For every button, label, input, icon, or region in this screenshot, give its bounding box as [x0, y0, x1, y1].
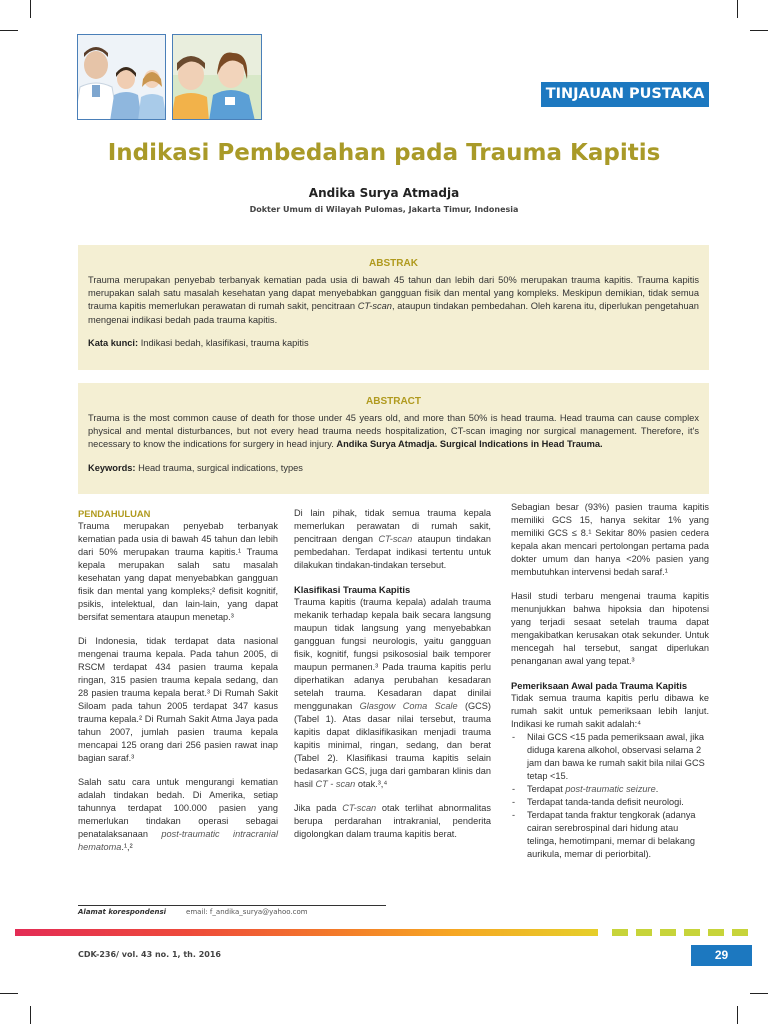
crop-mark — [737, 0, 738, 18]
decorative-color-bar — [15, 929, 598, 936]
paragraph: Sebagian besar (93%) pasien trauma kapitis memiliki GCS 15, hanya sekitar 1% yang memiliki GCS ≤ 8.¹ Sekitar 80% pasien cedera kepala akan mencari pertolongan pertama pada dokter umum dan hanya <20% pasien yang membutuhkan intervensi bedah saraf.¹ — [511, 502, 709, 577]
column-3 — [511, 501, 709, 860]
correspondence-note: Alamat korespondensi email: f_andika_surya@yahoo.com — [78, 908, 308, 916]
header-photo-nurse-child — [172, 34, 262, 120]
section-heading-pendahuluan: PENDAHULUAN — [78, 508, 151, 519]
author-affiliation: Dokter Umum di Wilayah Pulomas, Jakarta Timur, Indonesia — [249, 205, 519, 214]
column-2 — [294, 507, 491, 852]
abstract-text: Trauma is the most common cause of death for those under 45 years old, and more than 50% is head trauma. Head trauma can cause complex physical and mental disturbances, but not every head trauma needs hospitalization, CT-scan imaging nor surgical management. Therefore, it's necessary to know the indications for surgery in head injury. Andika Surya Atmadja. Surgical Indications in Head Trauma. — [88, 412, 699, 450]
abstrak-box — [78, 245, 709, 370]
paragraph: Trauma kapitis (trauma kepala) adalah trauma mekanik terhadap kepala baik secara langsung maupun tidak langsung yang menyebabkan gangguan fungsi neurologis, yaitu gangguan fisik, kognitif, fungsi psikososial baik temporer maupun permanen.³ Pada trauma kapitis perlu diperhatikan adanya perubahan kesadaran setelah trauma. Kesadaran dapat dinilai menggunakan Glasgow Coma Scale (GCS) (Tabel 1). Atas dasar nilai tersebut, trauma kapitis dapat diklasifikasikan menjadi trauma kapitis minimal, ringan, sedang, dan berat (Tabel 2). Klasifikasi trauma kapitis selain bedasarkan GCS, juga dari gambaran klinis dan hasil CT - scan otak.³,⁴ — [294, 597, 491, 789]
abstrak-heading: ABSTRAK — [369, 258, 418, 269]
page-number: 29 — [691, 945, 752, 966]
footnote-rule — [78, 905, 386, 906]
section-heading-pemeriksaan: Pemeriksaan Awal pada Trauma Kapitis — [511, 679, 688, 691]
author-name: Andika Surya Atmadja — [308, 186, 460, 200]
column-1 — [78, 507, 278, 865]
crop-mark — [0, 30, 18, 31]
paragraph: Tidak semua trauma kapitis perlu dibawa ke rumah sakit untuk pemeriksaan lebih lanjut. Indikasi ke rumah sakit adalah:⁴ — [511, 692, 709, 729]
decorative-square — [660, 929, 676, 936]
paragraph: Hasil studi terbaru mengenai trauma kapitis menunjukkan bahwa hipoksia dan hipotensi yang terjadi sesaat setelah trauma dapat mengakibatkan kerusakan otak sekunder. Untuk mencegah hal tersebut, sangat diperlukan penanganan awal yang tepat.³ — [511, 590, 709, 666]
crop-mark — [30, 1006, 31, 1024]
decorative-square — [684, 929, 700, 936]
crop-mark — [737, 1006, 738, 1024]
abstrak-text: Trauma merupakan penyebab terbanyak kematian pada usia di bawah 45 tahun dan lebih dari 50% merupakan trauma kapitis. Trauma kapitis merupakan salah satu masalah kesehatan yang dapat menyebabkan gangguan fisik dan mental yang kompleks. Meskipun demikian, tidak semua trauma kapitis memerlukan perawatan di rumah sakit, pencitraan CT-scan, ataupun tindakan pembedahan. Oleh karena itu, diperlukan pengetahuan mengenai indikasi bedah pada trauma kapitis. — [88, 274, 699, 325]
crop-mark — [750, 993, 768, 994]
crop-mark — [0, 993, 18, 994]
crop-mark — [750, 30, 768, 31]
decorative-square — [636, 929, 652, 936]
list-item: - Terdapat post-traumatic seizure. — [511, 783, 709, 796]
paragraph: Trauma merupakan penyebab terbanyak kematian pada usia di bawah 45 tahun dan lebih dari 50% merupakan trauma kapitis.¹ Trauma kepala merupakan salah satu masalah kesehatan yang dapat menyebabkan gangguan fisik dan mental yang kompleks;² defisit kognitif, psikis, intelektual, dan lain-lain, yang dapat bersifat sementara ataupun menetap.³ — [78, 521, 278, 623]
paragraph: Di Indonesia, tidak terdapat data nasional mengenai trauma kepala. Pada tahun 2005, di RSCM terdapat 434 pasien trauma kepala ringan, 315 pasien trauma kepala sedang, dan 28 pasien trauma kepala berat.³ Di Rumah Sakit Siloam pada tahun 2005 terdapat 347 kasus trauma kepala.² Di Rumah Sakit Atma Jaya pada tahun 2007, jumlah pasien trauma kepala mencapai 125 orang dari 256 pasien rawat inap bagian saraf.³ — [78, 636, 278, 763]
decorative-square — [612, 929, 628, 936]
section-heading-klasifikasi: Klasifikasi Trauma Kapitis — [294, 583, 411, 595]
decorative-square — [732, 929, 748, 936]
decorative-square — [708, 929, 724, 936]
journal-reference: CDK-236/ vol. 43 no. 1, th. 2016 — [78, 950, 221, 959]
abstrak-keywords: Kata kunci: Indikasi bedah, klasifikasi, trauma kapitis — [88, 338, 309, 349]
abstract-box — [78, 383, 709, 494]
indication-list — [511, 731, 709, 861]
paragraph: Jika pada CT-scan otak terlihat abnormalitas berupa perdarahan intrakranial, penderita digolongkan dalam trauma kapitis berat. — [294, 802, 491, 839]
abstract-keywords: Keywords: Head trauma, surgical indications, types — [88, 462, 303, 473]
paragraph: Di lain pihak, tidak semua trauma kepala memerlukan perawatan di rumah sakit, pencitraan dengan CT-scan ataupun tindakan pembedahan. Terdapat indikasi tertentu untuk dilakukan tindakan-tindakan tersebut. — [294, 508, 491, 570]
list-item: - Terdapat tanda-tanda defisit neurologi. — [511, 796, 709, 809]
abstract-heading: ABSTRACT — [366, 396, 421, 407]
crop-mark — [30, 0, 31, 18]
header-photo-doctors — [77, 34, 166, 120]
article-title: Indikasi Pembedahan pada Trauma Kapitis — [107, 140, 661, 166]
paragraph: Salah satu cara untuk mengurangi kematian adalah tindakan bedah. Di Amerika, setiap tahunnya terdapat 100.000 pasien yang memerlukan tindakan operasi sebagai penatalaksanaan post-traumatic intracranial hematoma.¹,² — [78, 776, 278, 852]
list-item: - Terdapat tanda fraktur tengkorak (adanya cairan serebrospinal dari hidung atau telinga, hemotimpani, memar di belakang aurikula, memar di periorbital). — [511, 809, 709, 861]
list-item: - Nilai GCS <15 pada pemeriksaan awal, jika diduga karena alkohol, observasi selama 2 jam dan bawa ke rumah sakit bila nilai GCS tetap <15. — [511, 731, 709, 783]
section-label: TINJAUAN PUSTAKA — [541, 82, 709, 107]
